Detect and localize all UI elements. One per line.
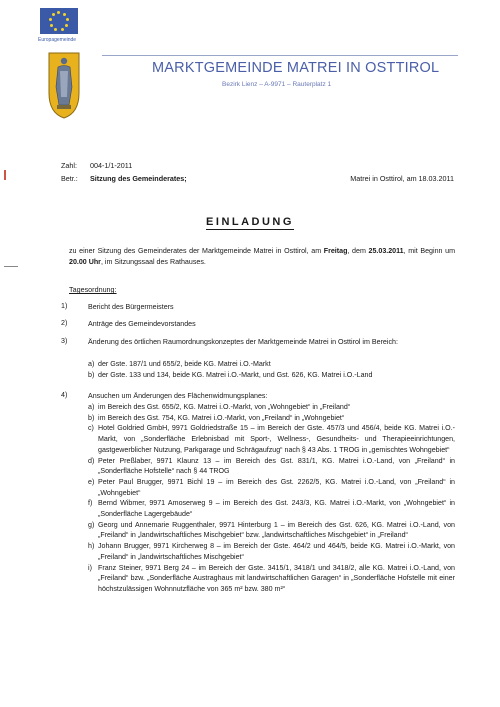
agenda-item-text: Änderung des örtlichen Raumordnungskonzeptes der Marktgemeinde Matrei in Osttirol im Bereich: xyxy=(88,338,398,346)
sub-text: im Bereich des Gst. 655/2, KG. Matrei i.O.-Markt, von „Wohngebiet“ in „Freiland“ xyxy=(98,403,351,411)
sub-letter: a) xyxy=(88,360,95,368)
sub-letter: c) xyxy=(88,424,94,433)
agenda-sub-item xyxy=(88,423,455,455)
agenda-sub-list xyxy=(88,402,455,595)
sub-text: Bernd Wibmer, 9971 Amoserweg 9 – im Bereich des Gst. 243/3, KG. Matrei i.O.-Markt, von „Wohngebiet“ in „Sonderfläche Lagergebäude“ xyxy=(98,499,455,519)
intro-text: zu einer Sitzung des Gemeinderates der Marktgemeinde Matrei in Osttirol, am xyxy=(69,247,324,255)
margin-line xyxy=(4,266,18,267)
agenda-sub-item xyxy=(88,413,455,424)
place-date: Matrei in Osttirol, am 18.03.2011 xyxy=(350,174,454,183)
betreff-value: Sitzung des Gemeinderates; xyxy=(90,174,187,183)
agenda-sub-item xyxy=(88,498,455,519)
heading-text: EINLADUNG xyxy=(206,216,294,228)
sub-letter: h) xyxy=(88,542,95,551)
agenda-sub-item xyxy=(88,520,455,541)
agenda-item-number: 2) xyxy=(61,319,68,327)
sub-letter: b) xyxy=(88,413,95,422)
sub-letter: e) xyxy=(88,477,95,486)
agenda-item-text: Ansuchen um Änderungen des Flächenwidmungsplanes: xyxy=(88,392,268,400)
agenda-sub-item xyxy=(88,359,455,370)
sub-text: Peter Paul Brugger, 9971 Bichl 19 – im Bereich des Gst. 2262/5, KG. Matrei i.O.-Land, von „Freiland“ in „Wohngebiet“ xyxy=(98,477,455,497)
coat-of-arms-icon xyxy=(47,47,81,119)
sub-text: der Gste. 187/1 und 655/2, beide KG. Matrei i.O.-Markt xyxy=(98,360,271,368)
intro-text: , im Sitzungssaal des Rathauses. xyxy=(100,257,206,266)
betreff-label: Betr.: xyxy=(61,174,78,183)
eu-flag-icon xyxy=(40,8,78,34)
agenda-item-number: 4) xyxy=(61,391,68,399)
sub-text: Johann Brugger, 9971 Kircherweg 8 – im Bereich der Gste. 464/2 und 464/5, beide KG. Matrei i.O.-Markt, von „Freiland“ in „landwirtschaftliches Mischgebiet“ xyxy=(98,542,455,561)
agenda-label xyxy=(69,285,117,294)
agenda-sub-item xyxy=(88,541,455,562)
intro-paragraph xyxy=(69,246,455,267)
sub-text: der Gste. 133 und 134, beide KG. Matrei i.O.-Markt, und Gst. 626, KG. Matrei i.O.-Land xyxy=(98,370,373,379)
intro-text: , mit Beginn um xyxy=(403,247,455,255)
agenda-sub-item xyxy=(88,563,455,595)
sub-letter: g) xyxy=(88,520,95,529)
zahl-label: Zahl: xyxy=(61,161,77,170)
intro-day: Freitag xyxy=(323,247,348,255)
agenda-item-number: 3) xyxy=(61,337,68,345)
intro-date: 25.03.2011 xyxy=(368,247,404,255)
agenda-sub-item xyxy=(88,456,455,477)
header-rule xyxy=(102,55,458,56)
sub-text: Franz Steiner, 9971 Berg 24 – im Bereich der Gste. 3415/1, 3418/1 und 3418/2, alle KG. Matrei i.O.-Land, von „Freiland“ bzw. „Sonderfläche Austraghaus mit landwirtschaftlichen Garagen“ in „Sonderfläche Hofstelle mit einer höchstzulässigen Wohnnutzfläche von 365 m² bzw. 380 m²“ xyxy=(98,563,455,593)
eu-caption: Europagemeinde xyxy=(38,37,77,43)
sub-letter: f) xyxy=(88,499,93,508)
sub-text: Georg und Annemarie Ruggenthaler, 9971 Hinterburg 1 – im Bereich des Gst. 626, KG. Matrei i.O.-Land, von „Freiland“ in „landwirtschaftliches Mischgebiet“ bzw. „landwirtschaftliches Mischgebiet“ in „Freiland“ xyxy=(98,520,455,540)
sub-letter: d) xyxy=(88,456,95,465)
sub-text: Hotel Goldried GmbH, 9971 Goldriedstraße 15 – im Bereich der Gste. 457/3 und 456/4, beide KG. Matrei i.O.-Markt, von „Sonderfläche Erlebnisbad mit Sport-, Wellness-, Gesundheits- und Therapieeinrichtungen, gastgewerblicher Nutzung, Parkgarage und Schrägaufzug“ nach § 43 Abs. 1 TROG in „gemischtes Wohngebiet“ xyxy=(98,424,455,454)
agenda-item-text: Bericht des Bürgermeisters xyxy=(88,303,174,311)
sub-letter: a) xyxy=(88,403,95,411)
sub-text: Peter Preßlaber, 9971 Klaunz 13 – im Bereich des Gst. 831/1, KG. Matrei i.O.-Land, von „Freiland“ in „Sonderfläche Hofstelle“ nach § 44 TROG xyxy=(98,456,455,476)
zahl-value: 004-1/1-2011 xyxy=(90,161,133,170)
intro-text: , dem xyxy=(347,247,369,255)
agenda-sub-item xyxy=(88,402,455,413)
intro-time: 20.00 Uhr xyxy=(69,257,101,266)
margin-mark xyxy=(4,170,6,180)
agenda-sub-item xyxy=(88,477,455,498)
sub-text: im Bereich des Gst. 754, KG. Matrei i.O.-Markt, von „Freiland“ in „Wohngebiet“ xyxy=(98,413,345,422)
agenda-label-text: Tagesordnung: xyxy=(69,285,117,294)
sub-letter: i) xyxy=(88,563,92,572)
agenda-sub-list xyxy=(88,359,455,380)
municipality-address: Bezirk Lienz – A-9971 – Rauterplatz 1 xyxy=(222,81,332,88)
sub-letter: b) xyxy=(88,370,95,379)
agenda-item-text: Anträge des Gemeindevorstandes xyxy=(88,320,196,328)
agenda-sub-item xyxy=(88,370,455,381)
document-heading xyxy=(0,216,500,228)
municipality-title: MARKTGEMEINDE MATREI IN OSTTIROL xyxy=(152,60,440,76)
agenda-item-number: 1) xyxy=(61,302,68,310)
